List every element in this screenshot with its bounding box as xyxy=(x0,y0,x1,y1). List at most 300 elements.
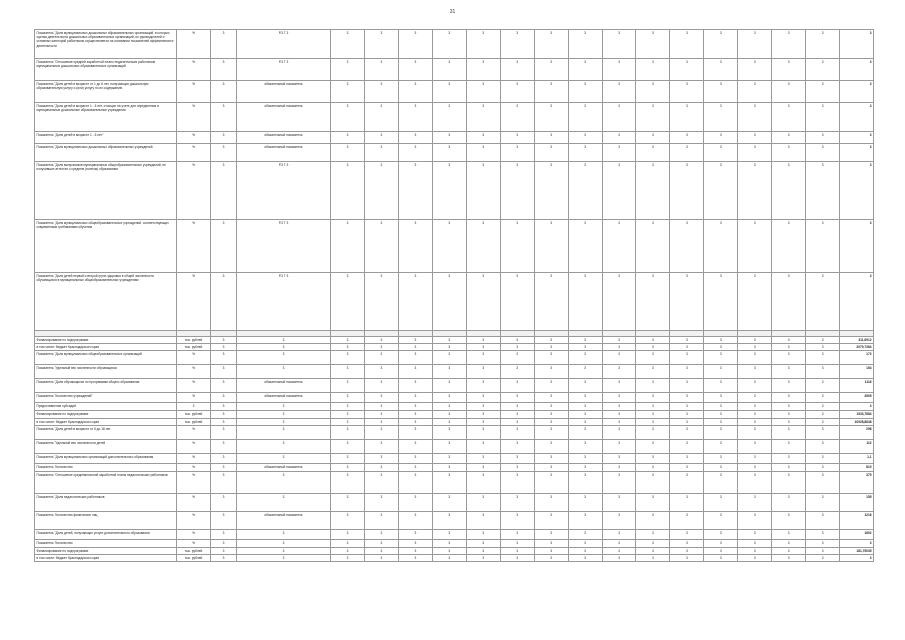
value-cell: 3 xyxy=(364,351,398,365)
value-cell: 3 xyxy=(568,81,602,103)
value-cell: 3 xyxy=(466,337,500,344)
value-cell: 3 xyxy=(738,103,772,132)
value-cell: 3 xyxy=(211,273,237,331)
value-cell: 3 xyxy=(237,403,331,411)
value-cell: 3 xyxy=(806,411,840,418)
value-cell: 3 xyxy=(500,273,534,331)
value-cell: 3 xyxy=(500,529,534,539)
table-row xyxy=(35,493,874,511)
table-row xyxy=(35,547,874,554)
total-cell: 810 xyxy=(840,463,874,471)
value-cell: 3 xyxy=(670,418,704,425)
value-cell: 3 xyxy=(568,555,602,562)
value-cell: 3 xyxy=(466,418,500,425)
value-cell: обязательный показатель xyxy=(237,144,331,162)
row-label-cell: Показатель "Доля детей в возрасте 1 - 6 лет, стоящих на учете для определения в муниципальные дошкольные образовательные учреждения xyxy=(35,103,177,132)
value-cell: 3 xyxy=(500,453,534,463)
total-cell: 375 xyxy=(840,471,874,493)
value-cell: 3 xyxy=(211,555,237,562)
value-cell: обязательный показатель xyxy=(237,511,331,529)
value-cell: 3 xyxy=(670,59,704,81)
value-cell: 3 xyxy=(602,81,636,103)
value-cell: % xyxy=(177,493,211,511)
value-cell: 3 xyxy=(636,463,670,471)
value-cell: 3 xyxy=(602,425,636,439)
value-cell: 3 xyxy=(806,547,840,554)
value-cell: 3 xyxy=(670,463,704,471)
value-cell: 3 xyxy=(636,403,670,411)
total-cell: 1933,7884 xyxy=(840,411,874,418)
value-cell: 3 xyxy=(704,351,738,365)
value-cell: 3 xyxy=(602,539,636,547)
value-cell: 3 xyxy=(211,529,237,539)
value-cell: 3 xyxy=(466,453,500,463)
value-cell: 3 xyxy=(704,529,738,539)
value-cell: 3 xyxy=(704,463,738,471)
value-cell: 3 xyxy=(636,493,670,511)
value-cell: 3 xyxy=(568,529,602,539)
table-row xyxy=(35,411,874,418)
value-cell: 3 xyxy=(398,555,432,562)
value-cell: 3 xyxy=(806,453,840,463)
report-table xyxy=(34,29,874,562)
value-cell: 3 xyxy=(500,365,534,379)
value-cell: 3 xyxy=(534,144,568,162)
value-cell: 3 xyxy=(500,425,534,439)
value-cell: 3 xyxy=(500,493,534,511)
value-cell: 3 xyxy=(211,403,237,411)
row-label-cell: в том числе: бюджет Краснодарского края xyxy=(35,344,177,351)
value-cell: 3 xyxy=(704,511,738,529)
value-cell: 3 xyxy=(500,344,534,351)
value-cell: 3 xyxy=(806,103,840,132)
value-cell: 3 xyxy=(636,539,670,547)
value-cell: 3 xyxy=(772,351,806,365)
value-cell: 3 xyxy=(331,453,365,463)
value-cell: 3 xyxy=(806,439,840,453)
value-cell: 3 xyxy=(534,162,568,220)
value-cell: 3 xyxy=(806,471,840,493)
value-cell: 3 xyxy=(331,555,365,562)
value-cell: 3 xyxy=(738,393,772,403)
value-cell: 3 xyxy=(211,425,237,439)
value-cell: 3 xyxy=(670,273,704,331)
value-cell: 3 xyxy=(738,132,772,144)
value-cell: 3 xyxy=(211,103,237,132)
value-cell: 3 xyxy=(237,344,331,351)
value-cell: 3 xyxy=(331,30,365,59)
value-cell: 3 xyxy=(772,162,806,220)
value-cell: 3 xyxy=(806,365,840,379)
value-cell: 3 xyxy=(704,132,738,144)
value-cell: 3 xyxy=(432,103,466,132)
value-cell: 3 xyxy=(738,30,772,59)
value-cell: 3 xyxy=(398,425,432,439)
value-cell: 3 xyxy=(806,539,840,547)
value-cell: 3 xyxy=(211,453,237,463)
value-cell: 3 xyxy=(398,344,432,351)
value-cell: 3 xyxy=(670,144,704,162)
value-cell: 3 xyxy=(211,220,237,273)
value-cell: 3 xyxy=(237,453,331,463)
value-cell: 3 xyxy=(806,59,840,81)
value-cell: 3 xyxy=(568,463,602,471)
value-cell: 3 xyxy=(237,471,331,493)
value-cell: % xyxy=(177,379,211,393)
total-cell: 173 xyxy=(840,351,874,365)
value-cell: 3 xyxy=(331,379,365,393)
value-cell: 3 xyxy=(738,59,772,81)
value-cell: 3 xyxy=(772,453,806,463)
value-cell: 3 xyxy=(670,30,704,59)
value-cell: 3 xyxy=(211,493,237,511)
value-cell: 3 xyxy=(568,351,602,365)
row-label-cell: в том числе: бюджет Краснодарского края xyxy=(35,555,177,562)
value-cell: 3 xyxy=(806,337,840,344)
value-cell: 3 xyxy=(738,411,772,418)
total-cell: 3 xyxy=(840,132,874,144)
value-cell: 3 xyxy=(364,411,398,418)
value-cell: 3 xyxy=(364,418,398,425)
value-cell: 3 xyxy=(237,351,331,365)
value-cell: 3 xyxy=(432,439,466,453)
row-label-cell: Показатель "Доля детей в возрасте 1 - 6 лет" xyxy=(35,132,177,144)
value-cell: 3 xyxy=(636,529,670,539)
value-cell: 3 xyxy=(568,539,602,547)
value-cell: 3 xyxy=(602,273,636,331)
value-cell: 3 xyxy=(602,547,636,554)
value-cell: % xyxy=(177,103,211,132)
value-cell: 3 xyxy=(398,273,432,331)
row-label-cell: Показатель "Доля педагогических работников xyxy=(35,493,177,511)
total-cell: 1,1 xyxy=(840,453,874,463)
value-cell: 3 xyxy=(364,220,398,273)
value-cell: 3 xyxy=(398,403,432,411)
value-cell: 3 xyxy=(331,162,365,220)
value-cell: 3 xyxy=(237,539,331,547)
value-cell: 3 xyxy=(534,30,568,59)
value-cell: 3 xyxy=(704,539,738,547)
value-cell: 3 xyxy=(806,144,840,162)
value-cell: 3 xyxy=(738,493,772,511)
value-cell: 3 xyxy=(636,555,670,562)
value-cell: 3 xyxy=(364,365,398,379)
value-cell: 3 xyxy=(432,81,466,103)
value-cell: 3 xyxy=(500,547,534,554)
value-cell: 3 xyxy=(602,493,636,511)
value-cell: 3 xyxy=(466,351,500,365)
value-cell: % xyxy=(177,273,211,331)
value-cell: 3 xyxy=(398,418,432,425)
value-cell: 3 xyxy=(670,337,704,344)
value-cell: 3 xyxy=(331,425,365,439)
value-cell: 3 xyxy=(568,365,602,379)
value-cell: 3 xyxy=(738,529,772,539)
value-cell: 3 xyxy=(806,273,840,331)
value-cell: 3 xyxy=(237,425,331,439)
value-cell: 3 xyxy=(466,471,500,493)
value-cell: 3 xyxy=(331,493,365,511)
total-cell: 3 xyxy=(840,220,874,273)
value-cell: 3 xyxy=(772,379,806,393)
value-cell: 3 xyxy=(331,411,365,418)
value-cell: 3 xyxy=(670,403,704,411)
row-label-cell: Показатель "Удельный вес численности детей xyxy=(35,439,177,453)
value-cell: 3 xyxy=(772,471,806,493)
row-label-cell: Показатель "Количество учреждений" xyxy=(35,393,177,403)
value-cell: 3 xyxy=(670,132,704,144)
value-cell: 3 xyxy=(500,59,534,81)
value-cell: 3 xyxy=(534,393,568,403)
value-cell: % xyxy=(177,471,211,493)
value-cell: 3 xyxy=(568,453,602,463)
table-row xyxy=(35,103,874,132)
value-cell: 3 xyxy=(772,555,806,562)
value-cell: % xyxy=(177,529,211,539)
value-cell: 3 xyxy=(670,539,704,547)
value-cell: 3 xyxy=(364,162,398,220)
value-cell: 3 xyxy=(466,379,500,393)
value-cell: 3 xyxy=(432,511,466,529)
value-cell: 3 xyxy=(364,393,398,403)
value-cell: 3 xyxy=(704,59,738,81)
table-row xyxy=(35,30,874,59)
value-cell: 3 xyxy=(534,337,568,344)
value-cell: 3 xyxy=(636,547,670,554)
row-label-cell: Показатель "Удельный вес численности обучающихся xyxy=(35,365,177,379)
table-row xyxy=(35,539,874,547)
value-cell: 3 xyxy=(364,511,398,529)
value-cell: 3 xyxy=(500,418,534,425)
value-cell: 3 xyxy=(704,344,738,351)
row-label-cell: Показатель "Доля выпускников муниципальных общеобразовательных учреждений, не получивших аттестат о среднем (полном) образовании xyxy=(35,162,177,220)
value-cell: 3 xyxy=(534,220,568,273)
value-cell: 3 xyxy=(534,453,568,463)
value-cell: 3 xyxy=(806,81,840,103)
value-cell: 3 xyxy=(602,393,636,403)
value-cell: 3 xyxy=(738,365,772,379)
row-label-cell: Показатель "Доля детей первой и второй групп здоровья в общей численности обучающихся в муниципальных общеобразовательных учреждениях xyxy=(35,273,177,331)
value-cell: 3 xyxy=(534,463,568,471)
value-cell: 3 xyxy=(398,471,432,493)
value-cell: 3 xyxy=(331,351,365,365)
value-cell: 3 xyxy=(568,162,602,220)
value-cell: 3 xyxy=(636,471,670,493)
value-cell: 3 xyxy=(568,379,602,393)
value-cell: 3 xyxy=(602,403,636,411)
value-cell: 3 xyxy=(500,463,534,471)
value-cell: 3 xyxy=(568,59,602,81)
row-label-cell: в том числе: бюджет Краснодарского края xyxy=(35,418,177,425)
value-cell: 3 xyxy=(237,365,331,379)
value-cell: 3 xyxy=(500,511,534,529)
value-cell: 3 xyxy=(704,220,738,273)
value-cell: 3 xyxy=(432,555,466,562)
value-cell: 3 xyxy=(670,81,704,103)
value-cell: 3 xyxy=(806,555,840,562)
value-cell: 3 xyxy=(602,162,636,220)
value-cell: 3 xyxy=(466,132,500,144)
value-cell: 3 xyxy=(568,393,602,403)
value-cell: 3 xyxy=(432,379,466,393)
value-cell: 3 xyxy=(636,30,670,59)
value-cell: 3 xyxy=(636,365,670,379)
value-cell: 3 xyxy=(211,411,237,418)
value-cell: 3 xyxy=(364,453,398,463)
table-row xyxy=(35,81,874,103)
page-number: 31 xyxy=(449,9,456,15)
value-cell: 3 xyxy=(772,511,806,529)
value-cell: обязательный показатель xyxy=(237,81,331,103)
table-row xyxy=(35,365,874,379)
value-cell: 3 xyxy=(211,539,237,547)
value-cell: 3 xyxy=(602,132,636,144)
value-cell: 3 xyxy=(806,220,840,273)
total-cell: 1216 xyxy=(840,511,874,529)
value-cell: 3 xyxy=(500,162,534,220)
value-cell: 3 xyxy=(738,453,772,463)
value-cell: 3 xyxy=(237,529,331,539)
value-cell: 3 xyxy=(466,403,500,411)
value-cell: 3 xyxy=(772,529,806,539)
value-cell: 3 xyxy=(364,273,398,331)
value-cell: обязательный показатель xyxy=(237,379,331,393)
value-cell: 3 xyxy=(772,103,806,132)
value-cell: 3 xyxy=(772,425,806,439)
value-cell: 3 xyxy=(237,439,331,453)
value-cell: 3 xyxy=(466,463,500,471)
value-cell: 3 xyxy=(636,511,670,529)
value-cell: 3 xyxy=(432,220,466,273)
value-cell: % xyxy=(177,132,211,144)
value-cell: 3 xyxy=(602,30,636,59)
value-cell: 3 xyxy=(432,365,466,379)
value-cell: 3 xyxy=(670,351,704,365)
total-cell: 3 xyxy=(840,59,874,81)
value-cell: 3 xyxy=(466,393,500,403)
table-row xyxy=(35,393,874,403)
value-cell: 3 xyxy=(806,351,840,365)
value-cell: 3 xyxy=(500,471,534,493)
value-cell: 3 xyxy=(636,103,670,132)
table-row xyxy=(35,144,874,162)
value-cell: 3 xyxy=(534,379,568,393)
value-cell: 3 xyxy=(500,337,534,344)
value-cell: % xyxy=(177,144,211,162)
value-cell: 3 xyxy=(534,403,568,411)
table-row xyxy=(35,337,874,344)
value-cell: 3 xyxy=(670,393,704,403)
value-cell: 3 xyxy=(432,418,466,425)
value-cell: 3 xyxy=(331,539,365,547)
total-cell: 155 xyxy=(840,493,874,511)
value-cell: 3 xyxy=(704,493,738,511)
value-cell: 3 xyxy=(704,403,738,411)
value-cell: 3 xyxy=(364,403,398,411)
value-cell: 3 xyxy=(534,511,568,529)
table-row xyxy=(35,511,874,529)
row-label-cell: Показатель "Количество xyxy=(35,539,177,547)
total-cell: 311,6912 xyxy=(840,337,874,344)
value-cell: 3 xyxy=(704,337,738,344)
value-cell: 3 xyxy=(500,539,534,547)
total-cell: 1802 xyxy=(840,529,874,539)
value-cell: 3 xyxy=(772,30,806,59)
value-cell: 3 xyxy=(398,511,432,529)
value-cell: 3 xyxy=(432,344,466,351)
value-cell: 3 xyxy=(568,344,602,351)
value-cell: 3 xyxy=(466,144,500,162)
value-cell: 3 xyxy=(331,393,365,403)
value-cell: % xyxy=(177,59,211,81)
value-cell: 3 xyxy=(398,539,432,547)
value-cell: 3 xyxy=(806,529,840,539)
value-cell: 3 xyxy=(704,411,738,418)
value-cell: 3 xyxy=(398,463,432,471)
row-label-cell: Финансирование по подпрограмме xyxy=(35,547,177,554)
value-cell: 3 xyxy=(466,539,500,547)
value-cell: тыс. рублей xyxy=(177,418,211,425)
value-cell: 3 xyxy=(670,162,704,220)
value-cell: 3 xyxy=(432,529,466,539)
value-cell: 3 xyxy=(636,344,670,351)
value-cell: 3 xyxy=(466,511,500,529)
value-cell: 3 xyxy=(534,132,568,144)
total-cell: 10928,8848 xyxy=(840,418,874,425)
value-cell: 3 xyxy=(500,103,534,132)
value-cell: 3 xyxy=(534,351,568,365)
value-cell: 3 xyxy=(398,411,432,418)
value-cell: 3 xyxy=(670,547,704,554)
value-cell: % xyxy=(177,539,211,547)
value-cell: 3 xyxy=(364,555,398,562)
value-cell: 3 xyxy=(670,439,704,453)
value-cell: 3 xyxy=(602,439,636,453)
value-cell: 3 xyxy=(500,555,534,562)
value-cell: 3 xyxy=(500,439,534,453)
value-cell: 3 xyxy=(364,463,398,471)
value-cell: 3 xyxy=(670,344,704,351)
value-cell: 3 xyxy=(432,547,466,554)
value-cell: 3 xyxy=(602,529,636,539)
value-cell: 3 xyxy=(211,439,237,453)
value-cell: 3 xyxy=(466,30,500,59)
value-cell: 3 xyxy=(432,59,466,81)
value-cell: 3 xyxy=(636,411,670,418)
value-cell: 3 xyxy=(670,379,704,393)
value-cell: 3 xyxy=(568,144,602,162)
value-cell: 3 xyxy=(398,351,432,365)
row-label-cell: Показатель "Доля муниципальных общеобразовательных организаций xyxy=(35,351,177,365)
value-cell: 3 xyxy=(738,81,772,103)
row-label-cell: Финансирование по подпрограмме xyxy=(35,337,177,344)
value-cell: 3 xyxy=(602,337,636,344)
value-cell: 3 xyxy=(432,411,466,418)
value-cell: 3 xyxy=(738,162,772,220)
value-cell: 3 xyxy=(534,59,568,81)
value-cell: 3 xyxy=(772,547,806,554)
value-cell: 3 xyxy=(772,393,806,403)
value-cell: 3 xyxy=(602,344,636,351)
total-cell: 3 xyxy=(840,103,874,132)
value-cell: 3 xyxy=(772,81,806,103)
value-cell: 3 xyxy=(398,132,432,144)
value-cell: 3 xyxy=(568,132,602,144)
row-label-cell: Показатель "Доля муниципальных дошкольных образовательных учреждений xyxy=(35,144,177,162)
value-cell: 3 xyxy=(534,365,568,379)
value-cell: 3 xyxy=(432,273,466,331)
value-cell: 3 xyxy=(211,547,237,554)
